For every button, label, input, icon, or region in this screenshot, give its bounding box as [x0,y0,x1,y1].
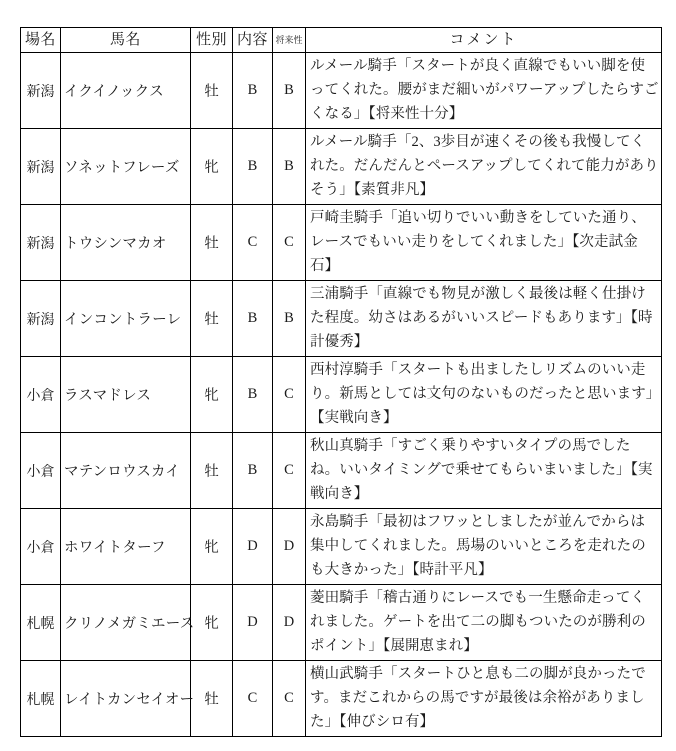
table-body [21,53,662,737]
table-row [21,357,662,433]
column-header-future: 将来性 [273,28,306,53]
cell-horse: ラスマドレス [61,357,191,433]
cell-track: 小倉 [21,433,61,509]
comment-text: 西村淳騎手「スタートも出ましたしリズムのいい走り。新馬としては文句のないものだったと思います」【実戦向き】 [310,362,654,427]
cell-track: 新潟 [21,281,61,357]
column-header-grade: 内容 [233,28,273,53]
cell-grade: B [233,129,273,205]
cell-future: B [273,53,306,129]
cell-track: 新潟 [21,205,61,281]
cell-future: C [273,205,306,281]
cell-sex: 牝 [191,129,233,205]
table-row [21,509,662,585]
cell-grade: C [233,205,273,281]
cell-comment [306,129,662,205]
cell-future: D [273,509,306,585]
cell-track: 小倉 [21,357,61,433]
table-header-row [21,28,662,53]
cell-comment [306,357,662,433]
cell-sex: 牡 [191,433,233,509]
cell-future: C [273,661,306,737]
cell-future: C [273,433,306,509]
cell-sex: 牝 [191,509,233,585]
cell-grade: D [233,585,273,661]
table-header [21,28,662,53]
comment-text: 秋山真騎手「すごく乗りやすいタイプの馬でしたね。いいタイミングで乗せてもらいまいました」【実戦向き】 [310,438,653,503]
comment-text: ルメール騎手「2、3歩目が速くその後も我慢してくれた。だんだんとペースアップしてくれて能力がありそう」【素質非凡】 [310,134,659,199]
cell-horse: イクイノックス [61,53,191,129]
cell-grade: C [233,661,273,737]
table-row [21,205,662,281]
cell-horse: ホワイトターフ [61,509,191,585]
cell-track: 新潟 [21,129,61,205]
cell-horse: トウシンマカオ [61,205,191,281]
table-row [21,281,662,357]
cell-grade: B [233,433,273,509]
table-row [21,585,662,661]
column-header-comment: コメント [306,28,662,53]
cell-sex: 牡 [191,53,233,129]
comment-text: ルメール騎手「スタートが良く直線でもいい脚を使ってくれた。腰がまだ細いがパワーアップしたらすごくなる」【将来性十分】 [310,58,659,123]
cell-future: B [273,281,306,357]
column-header-track: 場名 [21,28,61,53]
cell-future: B [273,129,306,205]
cell-comment [306,585,662,661]
cell-horse: マテンロウスカイ [61,433,191,509]
horse-review-table [20,27,662,737]
cell-horse: ソネットフレーズ [61,129,191,205]
table-row [21,433,662,509]
cell-track: 札幌 [21,585,61,661]
cell-comment [306,433,662,509]
cell-track: 札幌 [21,661,61,737]
cell-grade: B [233,53,273,129]
cell-track: 新潟 [21,53,61,129]
cell-sex: 牡 [191,205,233,281]
cell-comment [306,205,662,281]
cell-horse: レイトカンセイオー [61,661,191,737]
comment-text: 戸崎圭騎手「追い切りでいい動きをしていた通り、レースでもいい走りをしてくれました」【次走試金石】 [310,210,646,275]
cell-comment [306,509,662,585]
table-row [21,129,662,205]
cell-sex: 牡 [191,281,233,357]
cell-grade: D [233,509,273,585]
cell-sex: 牝 [191,357,233,433]
comment-text: 三浦騎手「直線でも物見が激しく最後は軽く仕掛けた程度。幼さはあるがいいスピードもあります」【時計優秀】 [310,286,653,351]
cell-grade: B [233,281,273,357]
comment-text: 横山武騎手「スタートひと息も二の脚が良かったです。まだこれからの馬ですが最後は余裕がありました」【伸びシロ有】 [310,666,646,731]
cell-future: C [273,357,306,433]
cell-future: D [273,585,306,661]
cell-sex: 牡 [191,661,233,737]
column-header-horse: 馬名 [61,28,191,53]
cell-comment [306,53,662,129]
cell-grade: B [233,357,273,433]
comment-text: 永島騎手「最初はフワッとしましたが並んでからは集中してくれました。馬場のいいところを走れたのも大きかった」【時計平凡】 [310,514,646,579]
column-header-sex: 性別 [191,28,233,53]
cell-comment [306,281,662,357]
cell-comment [306,661,662,737]
cell-sex: 牝 [191,585,233,661]
cell-track: 小倉 [21,509,61,585]
cell-horse: クリノメガミエース [61,585,191,661]
cell-horse: インコントラーレ [61,281,191,357]
comment-text: 菱田騎手「稽古通りにレースでも一生懸命走ってくれました。ゲートを出て二の脚もついたのが勝利のポイント」【展開恵まれ】 [310,590,646,655]
table-row [21,661,662,737]
table-row [21,53,662,129]
